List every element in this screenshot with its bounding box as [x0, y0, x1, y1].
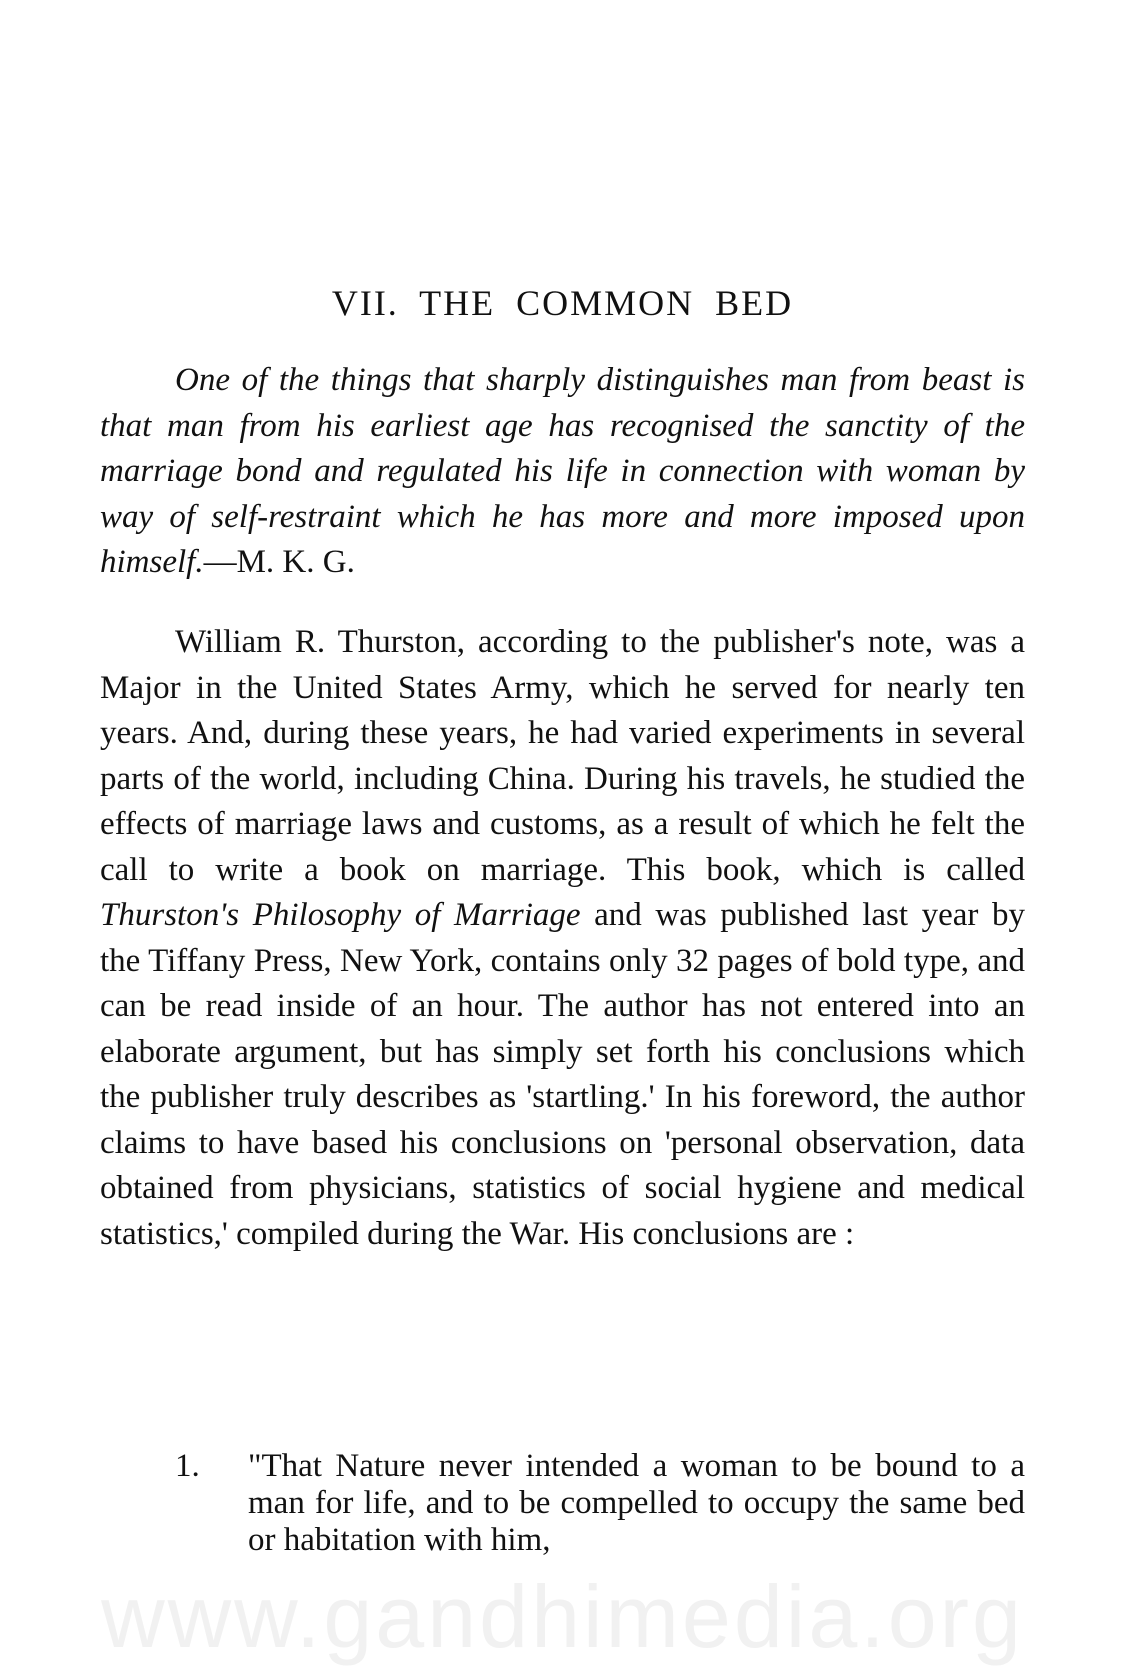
chapter-title: VII. THE COMMON BED	[331, 283, 794, 323]
paragraph-text-start: William R. Thurston, according to the publisher's note, was a Major in the United States Army, which he served for nearly ten years. And, during these years, he had varied experiments in several parts of the world, including China. During his travels, he studied the effects of marriage laws and customs, as a result of which he felt the call to write a book on marriage. This book, which is called	[100, 624, 1025, 888]
book-title: Thurston's Philosophy of Marriage	[100, 897, 581, 933]
watermark: www.gandhimedia.org	[101, 1567, 1024, 1666]
epigraph-attribution: —M. K. G.	[203, 544, 355, 580]
list-item	[100, 1448, 1025, 1559]
list-item-text: "That Nature never intended a woman to be bound to a man for life, and to be compelled to occupy the same bed or habitation with him,	[248, 1448, 1025, 1558]
book-page	[100, 0, 1025, 1662]
conclusions-list	[100, 1448, 1025, 1559]
paragraph-text-end: and was published last year by the Tiffany Press, New York, contains only 32 pages of bold type, and can be read inside of an hour. The author has not entered into an elaborate argument, but has simply set forth his conclusions which the publisher truly describes as 'startling.' In his foreword, the author claims to have based his conclusions on 'personal observation, data obtained from physicians, statistics of social hygiene and medical statistics,' compiled during the War. His conclusions are :	[100, 897, 1025, 1252]
epigraph	[100, 358, 1025, 586]
list-item-number: 1.	[175, 1448, 200, 1484]
epigraph-text: One of the things that sharply distinguishes man from beast is that man from his earliest age has recognised the sanctity of the marriage bond and regulated his life in connection with woman by way of self-restraint which he has more and more imposed upon himself.	[100, 362, 1025, 580]
body-paragraph	[100, 620, 1025, 1257]
